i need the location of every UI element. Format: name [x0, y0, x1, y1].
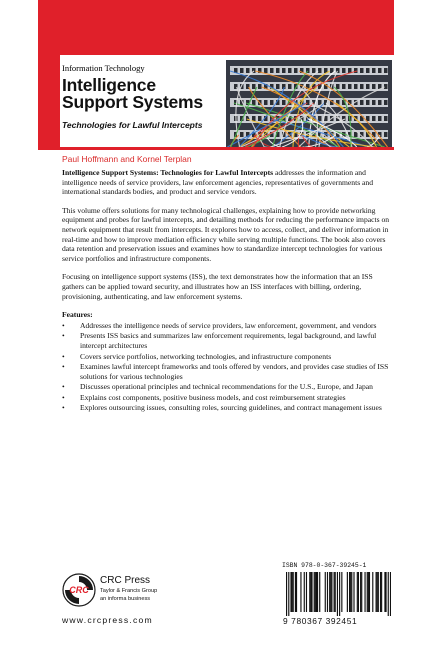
category-label: Information Technology — [62, 63, 145, 73]
list-item: • Covers service portfolios, networking technologies, and infrastructure components — [62, 351, 332, 361]
barcode-bar — [350, 572, 351, 612]
barcode-bar — [384, 572, 385, 612]
publisher-name: CRC Press — [100, 575, 151, 586]
book-title — [62, 77, 203, 111]
barcode-bar — [334, 572, 335, 612]
barcode-bar — [292, 572, 293, 612]
crc-logo-lettering: CRC — [69, 585, 89, 595]
barcode-bar — [353, 572, 354, 612]
barcode-bar — [339, 572, 340, 616]
bullet-glyph: • — [62, 382, 65, 392]
barcode-bar — [351, 572, 352, 612]
paragraph-1-bold: Intelligence Support Systems: Technologies for Lawful Intercepts — [62, 168, 274, 177]
barcode-bar — [367, 572, 368, 612]
patch-panel-illustration — [226, 60, 392, 147]
publisher-url: www.crcpress.com — [62, 615, 153, 625]
barcode-digits: 9 780367 392451 — [283, 616, 358, 626]
barcode-bar — [347, 572, 348, 612]
barcode-bar — [357, 572, 358, 612]
publisher-informa: an informa business — [100, 596, 151, 602]
barcode-bar — [309, 572, 310, 612]
barcode-bar — [316, 572, 317, 612]
barcode-bar — [368, 572, 369, 612]
bullet-glyph: • — [62, 403, 65, 413]
barcode-bar — [335, 572, 336, 612]
bullet-glyph: • — [62, 362, 65, 372]
barcode-bar — [331, 572, 332, 612]
barcode-bar — [364, 572, 365, 612]
barcode-bar — [295, 572, 296, 612]
barcode-bar — [380, 572, 381, 612]
barcode-bar — [296, 572, 297, 612]
barcode-bar — [311, 572, 312, 612]
barcode-bar — [381, 572, 382, 612]
barcode-bar — [317, 572, 318, 612]
barcode-bar — [360, 572, 361, 612]
publisher-group: Taylor & Francis Group — [100, 588, 158, 594]
paragraph-1-rest: addresses the information and intelligence needs of service providers, law enforcement agencies, representatives of governments and international standards bodies, and product and service vendors. — [62, 168, 374, 197]
paragraph-2: This volume offers solutions for many technological challenges, explaining how to provide networking equipment and probes for lawful intercepts, and detailing methods for reducing the performance impacts on network equipment that result from intercepts. It explores how to access, collect, and deliver information in real-time and how to improve mediation efficiency while serving multiple functions. The book also covers data retention and preservation issues and examines how to standardize intercept technologies for various service portfolios and infrastructure components. — [62, 205, 390, 263]
barcode-bar — [390, 572, 391, 616]
barcode-bar — [310, 572, 311, 612]
barcode-bar — [376, 572, 377, 612]
bullet-glyph: • — [62, 392, 65, 402]
description — [62, 168, 392, 414]
list-item: • Explores outsourcing issues, consulting roles, sourcing guidelines, and contract management issues — [62, 403, 382, 413]
barcode-bar — [337, 572, 338, 616]
barcode-bar — [358, 572, 359, 612]
barcode-bar — [372, 572, 373, 612]
barcode-bar — [377, 572, 378, 612]
list-item: • Presents ISS basics and summarizes law enforcement requirements, legal background, and lawful intercept architectures — [62, 331, 377, 350]
features-list — [62, 321, 392, 413]
barcode-bar — [306, 572, 307, 612]
barcode-bar — [288, 572, 289, 616]
barcode-bar — [385, 572, 386, 612]
barcode-bar — [300, 572, 301, 612]
barcode-bar — [330, 572, 331, 612]
barcode-bar — [315, 572, 316, 612]
barcode-bar — [388, 572, 389, 616]
isbn-label: ISBN 978-0-367-39245-1 — [282, 562, 367, 569]
barcode-bar — [349, 572, 350, 612]
barcode — [286, 572, 391, 616]
bullet-glyph: • — [62, 351, 65, 361]
barcode-bar — [314, 572, 315, 612]
barcode-bar — [290, 572, 291, 612]
crc-logo-icon — [62, 573, 96, 607]
title-line-1: Intelligence — [62, 75, 156, 95]
barcode-bar — [327, 572, 328, 612]
paragraph-1 — [62, 168, 392, 197]
title-line-2: Support Systems — [62, 92, 203, 112]
barcode-bar — [286, 572, 287, 616]
barcode-bar — [293, 572, 294, 612]
bullet-glyph: • — [62, 331, 65, 341]
list-item: • Explains cost components, positive business models, and cost reimbursement strategies — [62, 392, 346, 402]
list-item: • Examines lawful intercept frameworks and tools offered by vendors, and provides case studies of ISS solutions for various technologies — [62, 362, 389, 381]
features-heading: Features: — [62, 310, 93, 320]
barcode-bar — [369, 572, 370, 612]
network-cables-photo — [226, 60, 392, 147]
barcode-bar — [304, 572, 305, 612]
book-subtitle: Technologies for Lawful Intercepts — [62, 120, 203, 130]
barcode-bar — [329, 572, 330, 612]
barcode-bar — [319, 572, 320, 612]
paragraph-3: Focusing on intelligence support systems (ISS), the text demonstrates how the information that an ISS gathers can be applied toward security, and illustrates how an ISS interfaces with billing, ordering, provisioning, authenticating, and law enforcement systems. — [62, 272, 373, 301]
barcode-bar — [325, 572, 326, 612]
barcode-bar — [341, 572, 342, 612]
list-item: • Discusses operational principles and technical recommendations for the U.S., Europe, and Japan — [62, 382, 373, 392]
list-item: • Addresses the intelligence needs of service providers, law enforcement, government, and vendors — [62, 320, 377, 330]
barcode-bar — [361, 572, 362, 612]
authors: Paul Hoffmann and Kornel Terplan — [62, 154, 192, 164]
bullet-glyph: • — [62, 320, 65, 330]
barcode-bar — [378, 572, 379, 612]
